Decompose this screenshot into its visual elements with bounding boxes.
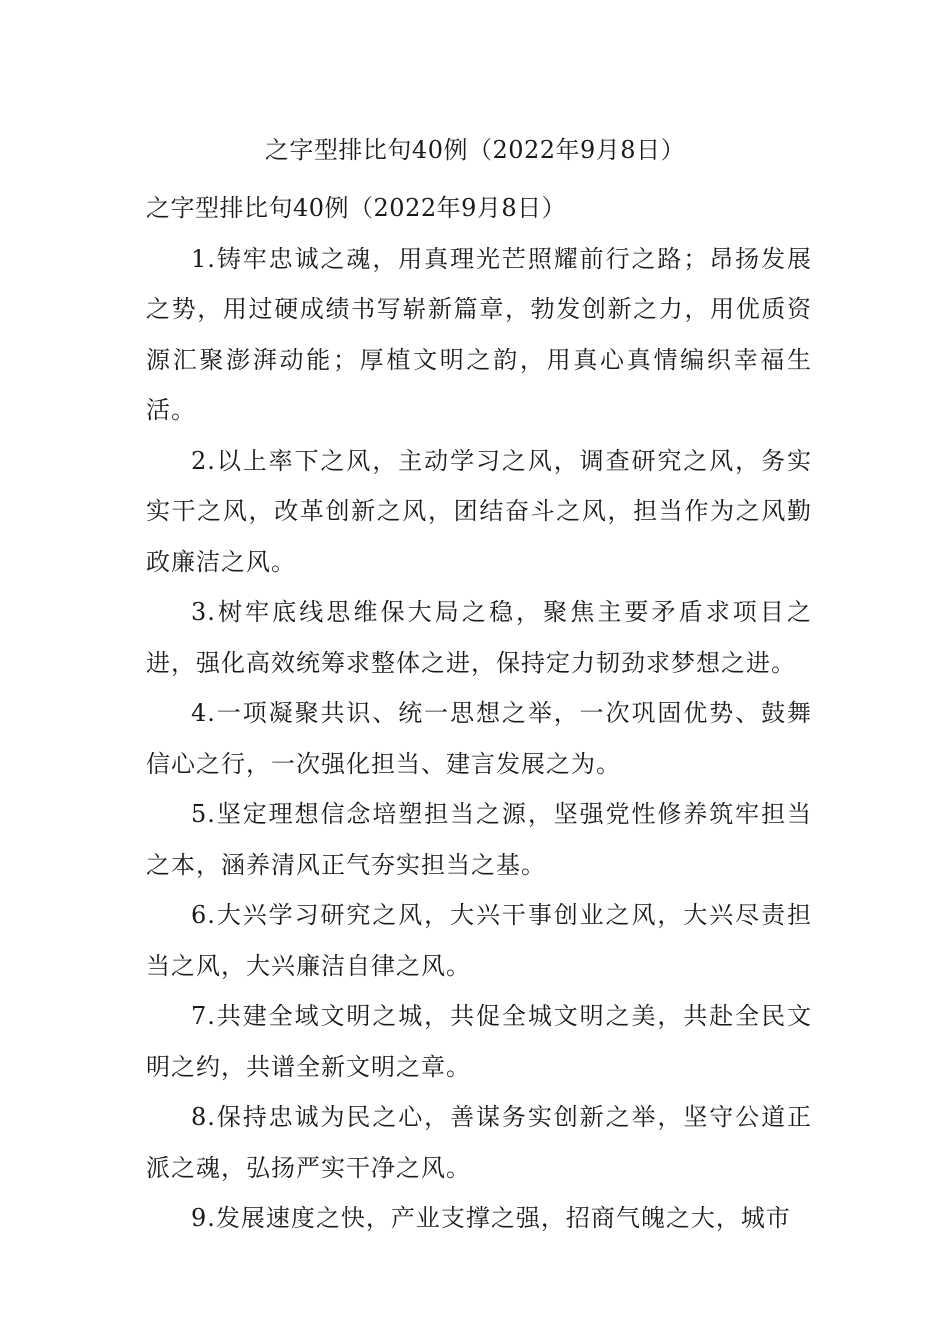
paragraph-9: 9.发展速度之快，产业支撑之强，招商气魄之大，城市 [191,1204,791,1232]
paragraph-6: 6.大兴学习研究之风，大兴干事创业之风，大兴尽责担当之风，大兴廉洁自律之风。 [146,901,812,980]
paragraph-3: 3.树牢底线思维保大局之稳，聚焦主要矛盾求项目之进，强化高效统筹求整体之进，保持定力韧劲求梦想之进。 [146,598,812,677]
paragraph-5: 5.坚定理想信念培塑担当之源，坚强党性修养筑牢担当之本，涵养清风正气夯实担当之基。 [146,800,812,879]
document-body [146,183,812,1244]
paragraph-7: 7.共建全域文明之城，共促全城文明之美，共赴全民文明之约，共谱全新文明之章。 [146,1002,812,1081]
document-title: 之字型排比句40例（2022年9月8日） [264,136,686,164]
document-subtitle: 之字型排比句40例（2022年9月8日） [146,194,567,222]
paragraph-2: 2.以上率下之风，主动学习之风，调查研究之风，务实实干之风，改革创新之风，团结奋斗之风，担当作为之风勤政廉洁之风。 [146,446,812,576]
paragraph-4: 4.一项凝聚共识、统一思想之举，一次巩固优势、鼓舞信心之行，一次强化担当、建言发展之为。 [146,699,812,778]
paragraph-1: 1.铸牢忠诚之魂，用真理光芒照耀前行之路；昂扬发展之势，用过硬成绩书写崭新篇章，勃发创新之力，用优质资源汇聚澎湃动能；厚植文明之韵，用真心真情编织幸福生活。 [146,244,812,424]
paragraph-8: 8.保持忠诚为民之心，善谋务实创新之举，坚守公道正派之魂，弘扬严实干净之风。 [146,1103,812,1182]
